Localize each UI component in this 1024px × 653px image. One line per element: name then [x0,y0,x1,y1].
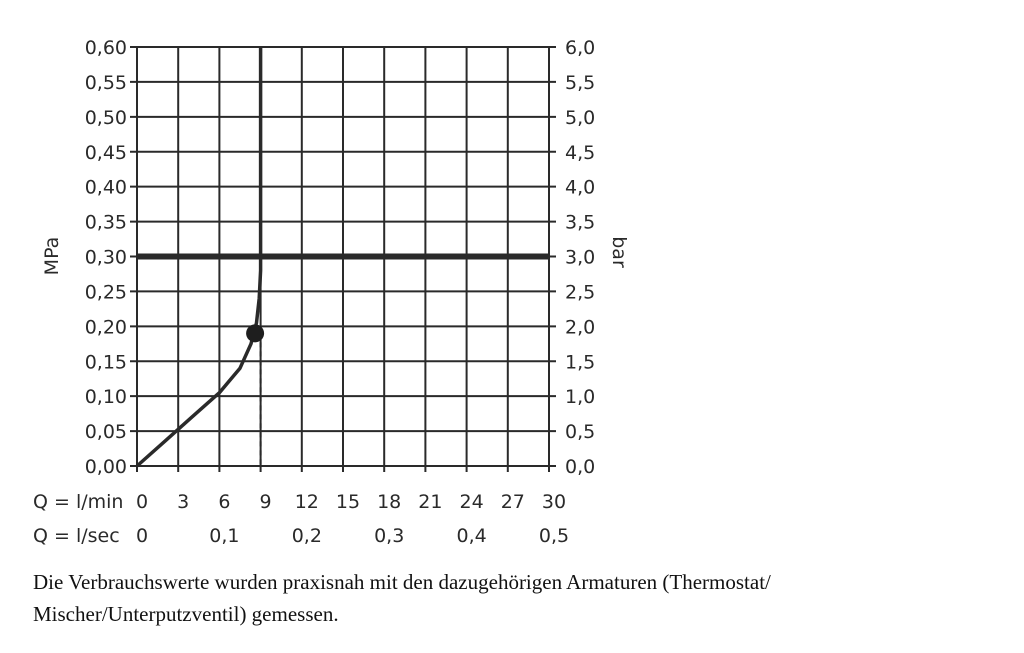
x-axis-lsec-label: Q = l/sec [33,525,120,547]
x-lsec-tick-label: 0 [135,525,149,547]
y-right-tick-label: 4,5 [565,141,596,164]
x-lmin-tick-label: 0 [135,491,149,513]
y-left-tick-label: 0,35 [84,211,127,234]
x-lmin-tick-label: 18 [377,491,402,513]
x-lmin-tick-label: 24 [459,491,484,513]
y-right-tick-label: 5,0 [565,106,596,129]
y-left-tick-label: 0,45 [84,141,127,164]
y-right-tick-label: 2,0 [565,316,596,339]
y-right-tick-label: 3,0 [565,246,596,269]
y-left-tick-label: 0,50 [84,106,127,129]
x-lsec-tick-label: 0,4 [456,525,487,547]
x-lmin-tick-label: 3 [177,491,190,513]
caption-line-1: Die Verbrauchswerte wurden praxisnah mit den dazugehörigen Armaturen (Thermostat/ [33,570,771,594]
x-lsec-tick-label: 0,1 [209,525,240,547]
y-right-tick-label: 0,0 [565,456,596,478]
y-right-tick-label: 3,5 [565,211,596,234]
x-lsec-tick-label: 0,3 [374,525,405,547]
y-left-tick-label: 0,25 [84,281,127,304]
caption [33,566,993,630]
x-lmin-tick-label: 15 [335,491,361,513]
y-left-tick-label: 0,05 [84,421,127,444]
y-right-tick-label: 2,5 [565,281,596,304]
x-lmin-tick-label: 12 [294,491,319,513]
y-right-tick-label: 0,5 [565,421,596,444]
x-lmin-tick-label: 6 [218,491,231,513]
left-axis-ticks [85,37,127,478]
y-right-tick-label: 1,5 [565,351,596,374]
y-axis-left-label: MPa [41,236,63,276]
right-axis-ticks [565,37,595,478]
caption-line-2: Mischer/Unterputzventil) gemessen. [33,602,339,626]
x-lsec-tick-label: 0,2 [291,525,322,547]
x-axis-lmin-label: Q = l/min [33,491,124,513]
x-lsec-tick-label: 0,5 [538,525,570,547]
y-right-tick-label: 1,0 [565,386,596,409]
x-lmin-tick-label: 9 [259,491,272,513]
y-axis-right-label: bar [608,236,630,268]
y-right-tick-label: 6,0 [565,37,596,59]
y-right-tick-label: 5,5 [565,71,596,94]
y-left-tick-label: 0,55 [84,71,127,94]
y-left-tick-label: 0,60 [84,37,127,59]
y-left-tick-label: 0,15 [84,351,127,374]
y-left-tick-label: 0,20 [84,316,127,339]
y-left-tick-label: 0,40 [84,176,127,199]
x-lmin-tick-label: 30 [541,491,567,513]
operating-point-marker [246,324,264,342]
y-left-tick-label: 0,10 [84,386,127,409]
y-left-tick-label: 0,00 [84,456,127,478]
y-left-tick-label: 0,30 [84,246,127,269]
x-axis-lmin-ticks [136,491,566,513]
x-lmin-tick-label: 27 [500,491,525,513]
x-axis-lsec-ticks [136,525,569,547]
y-right-tick-label: 4,0 [565,176,596,199]
x-lmin-tick-label: 21 [418,491,443,513]
